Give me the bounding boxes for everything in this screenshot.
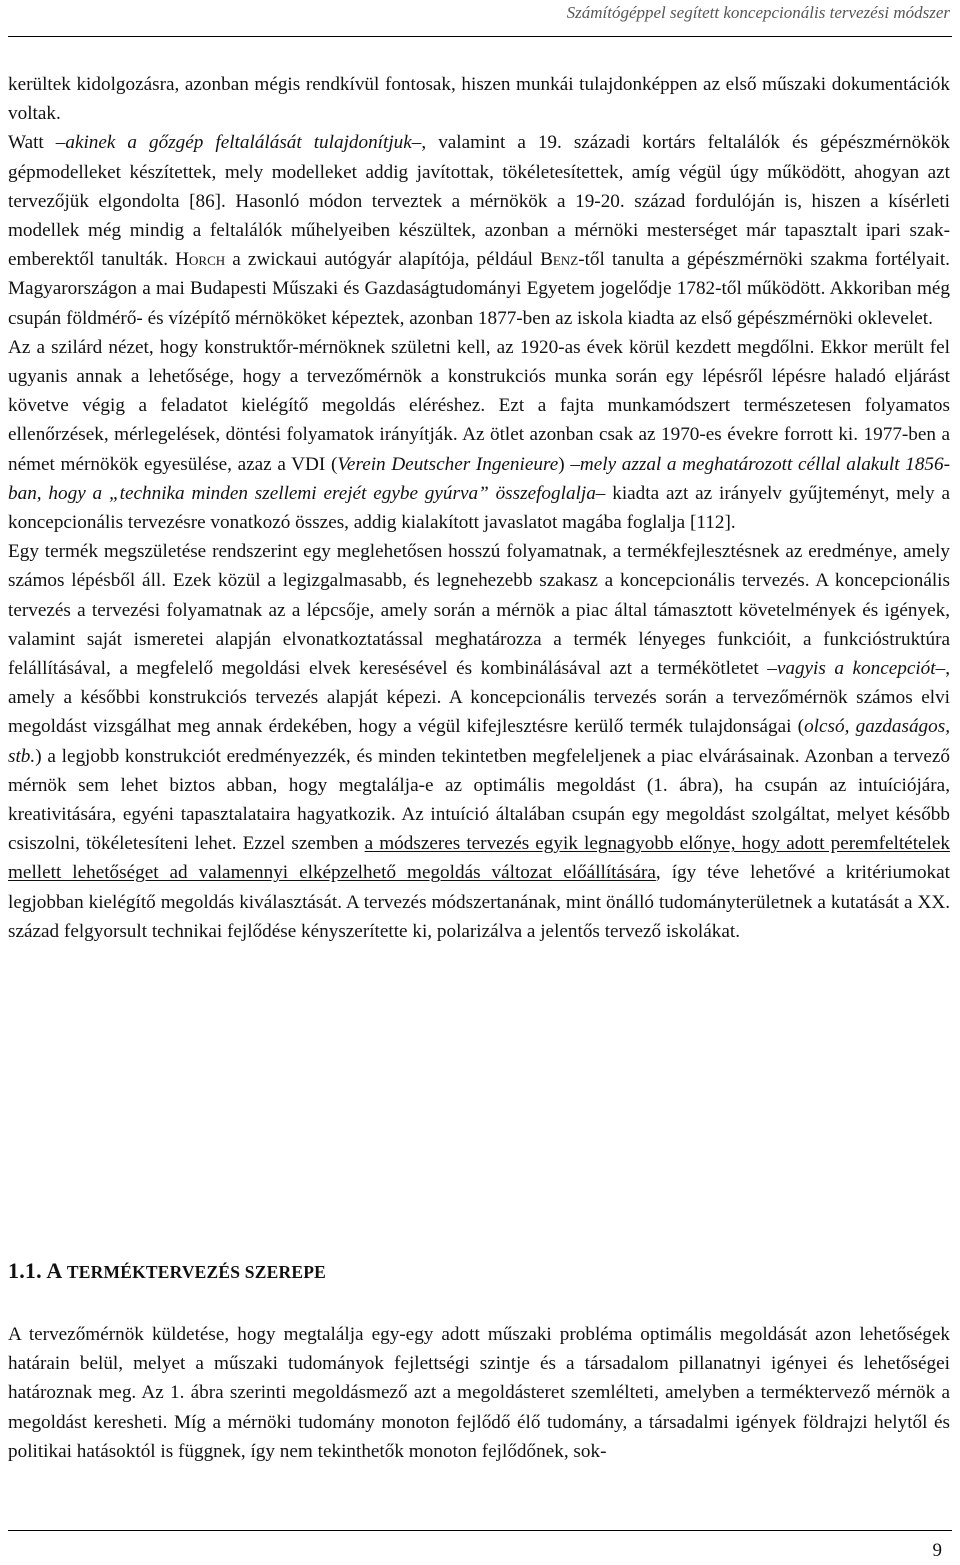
paragraph-4 [8,537,950,946]
name-horch: Horch [175,249,226,271]
page-number: 9 [932,1540,942,1561]
text-span: , amely a későbbi konstrukciós tervezés alapját képezi. A koncepcionális tervezés során a tervezőmérnök számos elvi megoldást vizsgálhat meg annak érdekében, hogy a végül kifejlesztésre kerülő termék tulajdonságai ( [8,658,950,738]
text-span: , valamint a 19. századi kortárs feltalálók és gépészmérnökök gépmodelleket készítettek, mely modelleket addig javítottak, tökéletesítettek, amíg végül úgy működött, ahogyan azt tervezőjük elgondolta [86]. Hasonló módon terveztek a mérnökök a 19-20. század fordulóján is, hiszen a kísérleti modellek még mindig a feltalálók műhelyeiben készültek, azonban a mérnöki mesterséget már tapasztalt ipari szakemberektől tanulták. [8,132,950,271]
text-span: ) a legjobb konstrukciót eredményezzék, és minden tekintetben megfeleljenek a piac elvárásainak. Azonban a tervező mérnök sem lehet biztos abban, hogy megtalálja-e az optimális megoldást (1. ábra), ha csupán az intuíciójára, kreativitására, egyéni tapasztalataira hagyatkozik. Az intuíció általában csupán egy megoldást szolgáltat, melyet később csiszolni, tökéletesíteni lehet. Ezzel szemben [8,745,950,855]
paragraph-2 [8,128,950,332]
name-benz: Benz [540,249,579,271]
section-heading [8,1258,326,1284]
italic-span: Verein Deutscher Ingenieure [337,453,559,475]
paragraph-1: kerültek kidolgozásra, azonban mégis rendkívül fontosak, hiszen munkái tulajdonképpen az első műszaki dokumentációk voltak. [8,74,950,125]
body-text [8,70,950,946]
text-span: Egy termék megszületése rendszerint egy meglehetősen hosszú folyamatnak, a termékfejlesztésnek az eredménye, amely számos lépésből áll. Ezek közül a legizgalmasabb, és legnehezebb szakasz a koncepcionális tervezés. A koncepcionális tervezés a tervezési folyamatnak az a lépcsője, amely során a mérnök a piac által támasztott követelmények és igények, valamint saját ismeretei alapján elvonatkoztatással meghatározza a termék lényeges funkcióit, a funkcióstruktúra felállításával, a megfelelő megoldási elvek keresésével és kombinálásával azt a termékötletet [8,541,950,680]
running-header: Számítógéppel segített koncepcionális tervezési módszer [566,3,950,22]
text-span: -től tanulta a gépészmérnöki szakma fortélyait. Magyarországon a mai Budapesti Műszaki és Gazdaságtudományi Egyetem jogelődje 1782-től működött. Akkoriban még csupán földmérő- és vízépítő mérnököket képeztek, azonban 1877-ben az iskola kiadta az első gépészmérnöki oklevelet. [8,249,950,329]
section-number: 1.1. [8,1258,42,1283]
text-span: kiadta azt az irányelv gyűjteményt, mely a koncepcionális tervezésre vonatkozó összes, addig kialakított javaslatot magába foglalja [112]. [8,482,950,534]
text-span: a zwickaui autógyár alapítója, például [225,249,541,271]
text-span: , így téve lehetővé a kritériumokat legjobban kielégítő megoldás kiválasztását. A tervezés módszertanának, mint önálló tudományterületnek a kutatását a XX. század felgyorsult technikai fejlődése kényszerítette ki, polarizálva a jelentős tervező iskolákat. [8,862,951,942]
italic-span: –akinek a gőzgép feltalálását tulajdonítjuk– [55,132,422,154]
section-body [8,1320,950,1466]
section-title-rest: TERMÉKTERVEZÉS SZEREPE [66,1262,326,1282]
italic-span: –mely azzal a meghatározott céllal alakult 1856-ban, hogy a „technika minden szellemi erejét egybe gyúrva” összefoglalja– [8,453,951,504]
paragraph-3 [8,333,950,537]
italic-span: olcsó, gazdaságos, stb. [8,716,950,767]
italic-span: –vagyis a koncepciót– [767,658,946,680]
text-span: Az a szilárd nézet, hogy konstruktőr-mérnöknek születni kell, az 1920-as évek körül kezdett megdőlni. Ekkor merült fel ugyanis annak a lehetősége, hogy a tervezőmérnök a konstrukciós munka során egy lépésről lépésre haladó eljárást követve végig a feladatot kielégítő megoldás eléréshez. Ezt a fajta munkamódszert természetesen folyamatos ellenőrzések, mérlegelések, döntési folyamatok irányítják. Az ötlet azonban csak az 1970-es évekre forrott ki. 1977-ben a német mérnökök egyesülése, azaz a VDI ( [8,336,950,475]
section-title-initial: A [46,1258,62,1283]
text-span: Watt [8,132,56,154]
footer-divider [8,1530,952,1531]
header-divider [8,36,952,37]
underlined-span: a módszeres tervezés egyik legnagyobb előnye, hogy adott peremfeltételek mellett lehetőséget ad valamennyi elképzelhető megoldás változat előállítására [8,833,950,884]
section-paragraph-1: A tervezőmérnök küldetése, hogy megtalálja egy-egy adott műszaki probléma optimális megoldását azon lehetőségek határain belül, melyet a műszaki tudományok fejlettségi szintje és a társadalom pillanatnyi igényei és lehetőségei határoznak meg. Az 1. ábra szerinti megoldásmező azt a megoldásteret szemlélteti, amelyben a terméktervező mérnök a megoldást keresheti. Míg a mérnöki tudomány monoton fejlődő élő tudomány, a társadalmi igények földrajzi helytől és politikai hatásoktól is függnek, így nem tekinthetők monoton fejlődőnek, sok- [8,1324,950,1462]
text-span: ) [558,453,571,475]
